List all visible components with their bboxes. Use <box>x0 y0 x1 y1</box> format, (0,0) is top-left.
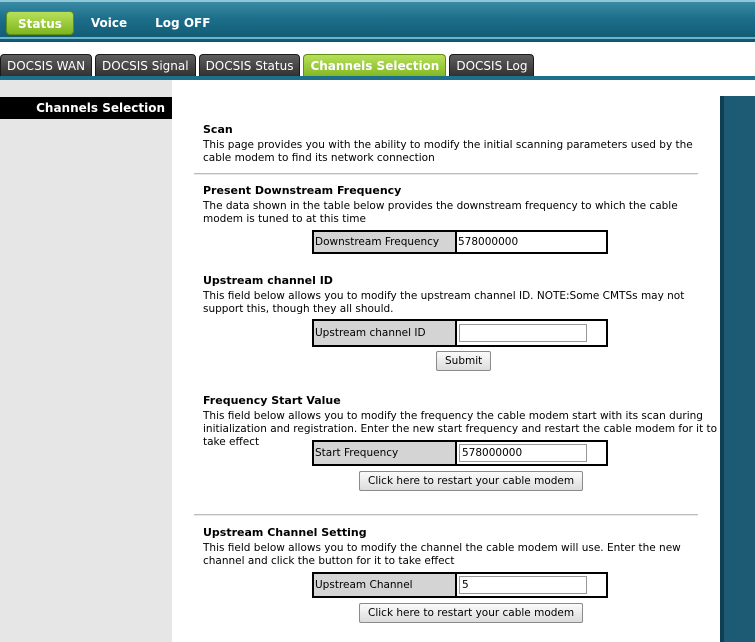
upstream-channel-setting-heading: Upstream Channel Setting <box>203 526 367 539</box>
section-divider <box>194 173 698 175</box>
tab-docsis-status[interactable]: DOCSIS Status <box>199 54 301 78</box>
downstream-description: The data shown in the table below provides the downstream frequency to which the cable modem is tuned to at this time <box>203 200 678 225</box>
section-divider <box>194 514 698 516</box>
tab-docsis-wan[interactable]: DOCSIS WAN <box>0 54 92 78</box>
sidebar <box>0 80 172 642</box>
restart-modem-button-channel[interactable]: Click here to restart your cable modem <box>359 603 583 623</box>
top-nav-logoff[interactable]: Log OFF <box>155 16 211 30</box>
tab-list <box>0 54 537 78</box>
downstream-frequency-value: 578000000 <box>457 232 606 252</box>
top-nav-menu <box>6 11 227 35</box>
scan-section <box>203 123 718 165</box>
upstream-id-table <box>312 319 608 347</box>
scan-description: This page provides you with the ability to modify the initial scanning parameters used by the cable modem to find its network connection <box>203 139 693 164</box>
start-frequency-cell <box>457 442 606 464</box>
top-nav-divider <box>0 37 755 39</box>
tab-docsis-log[interactable]: DOCSIS Log <box>449 54 534 78</box>
start-frequency-table <box>312 440 608 466</box>
upstream-id-input[interactable] <box>459 324 587 342</box>
frequency-start-heading: Frequency Start Value <box>203 394 341 407</box>
upstream-id-section <box>203 274 718 316</box>
main-content <box>172 90 720 642</box>
upstream-id-label: Upstream channel ID <box>314 321 457 345</box>
right-decorative-panel <box>720 96 755 642</box>
upstream-channel-label: Upstream Channel <box>314 574 457 596</box>
downstream-frequency-label: Downstream Frequency <box>314 232 457 252</box>
upstream-id-heading: Upstream channel ID <box>203 274 333 287</box>
top-navigation-bar <box>0 0 755 42</box>
restart-modem-button-frequency[interactable]: Click here to restart your cable modem <box>359 471 583 491</box>
downstream-heading: Present Downstream Frequency <box>203 184 402 197</box>
upstream-id-description: This field below allows you to modify the upstream channel ID. NOTE:Some CMTSs may not support this, though they all should. <box>203 290 685 315</box>
submit-button[interactable]: Submit <box>436 351 491 371</box>
top-nav-voice[interactable]: Voice <box>90 16 128 30</box>
scan-heading: Scan <box>203 123 233 136</box>
upstream-channel-cell <box>457 574 606 596</box>
upstream-channel-table <box>312 572 608 598</box>
frequency-start-description: This field below allows you to modify the frequency the cable modem start with its scan during initialization and registration. Enter the new start frequency and restart the cable modem for it to take effect <box>203 410 718 448</box>
upstream-channel-setting-description: This field below allows you to modify the channel the cable modem will use. Enter the new channel and click the button for it to take effect <box>203 542 681 567</box>
downstream-frequency-table <box>312 230 608 254</box>
right-panel-edge <box>720 96 724 642</box>
upstream-id-cell <box>457 321 606 345</box>
upstream-channel-input[interactable] <box>459 576 587 594</box>
start-frequency-input[interactable] <box>459 444 587 462</box>
downstream-section <box>203 184 718 226</box>
sidebar-item-channels-selection[interactable]: Channels Selection <box>0 97 172 119</box>
top-nav-status[interactable]: Status <box>6 11 74 35</box>
start-frequency-label: Start Frequency <box>314 442 457 464</box>
tab-docsis-signal[interactable]: DOCSIS Signal <box>95 54 196 78</box>
tab-bar <box>0 42 755 80</box>
tab-channels-selection[interactable]: Channels Selection <box>303 54 446 78</box>
upstream-channel-setting-section <box>203 526 718 568</box>
